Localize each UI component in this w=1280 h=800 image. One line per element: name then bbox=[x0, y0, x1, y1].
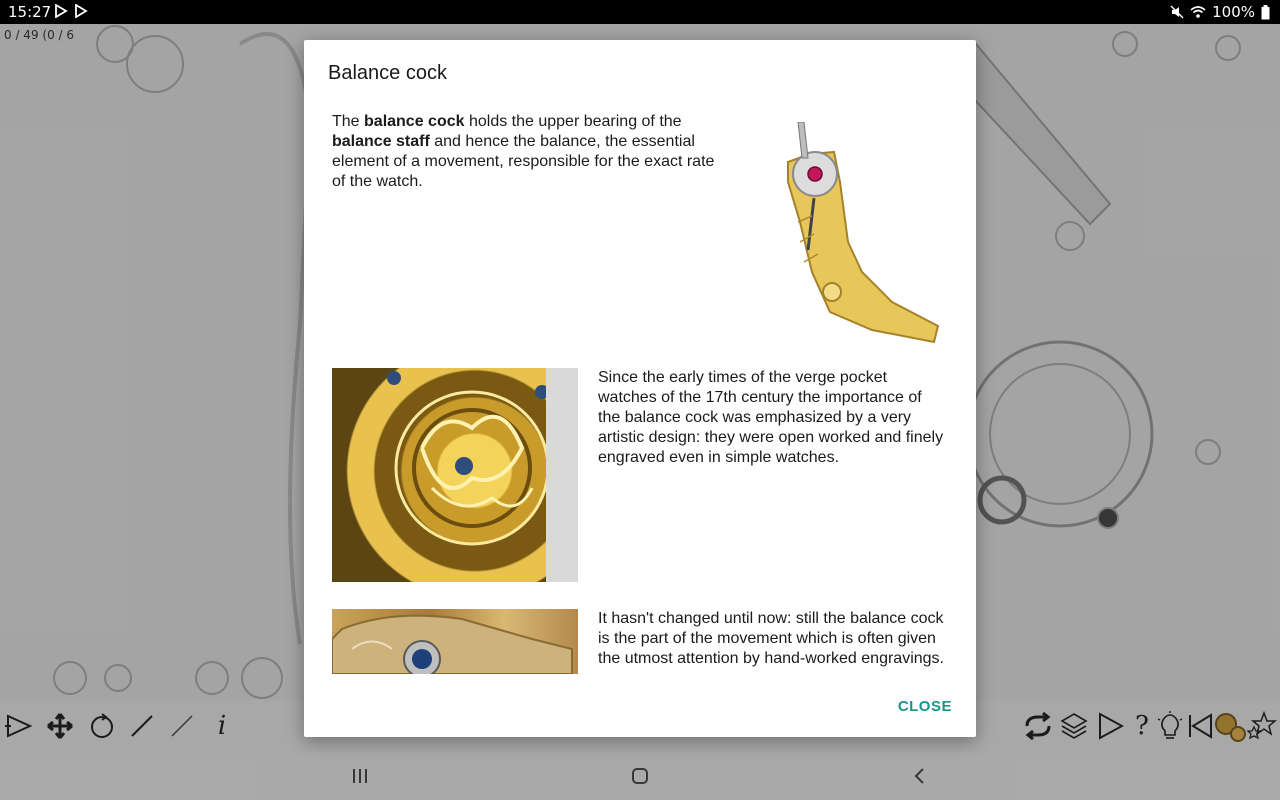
wifi-icon bbox=[1190, 5, 1206, 19]
play-store-icon bbox=[54, 4, 68, 18]
battery-icon bbox=[1261, 5, 1270, 20]
status-bar bbox=[0, 0, 1280, 24]
paragraph-history: Since the early times of the verge pocket watches of the 17th century the importance of the balance cock was emphasized by a very artistic design: they were open worked and finely engraved even in simple watches. bbox=[598, 369, 944, 466]
battery-text: 100% bbox=[1212, 3, 1255, 21]
info-dialog bbox=[304, 40, 976, 737]
balance-cock-image bbox=[752, 122, 942, 346]
play-store-icon-2 bbox=[74, 4, 88, 18]
close-button[interactable]: CLOSE bbox=[897, 698, 952, 715]
paragraph-intro: The balance cock holds the upper bearing of the balance staff and hence the balance, the essential element of a movement, responsible for the exact rate of the watch. bbox=[332, 113, 715, 190]
dialog-title: Balance cock bbox=[328, 62, 447, 84]
engraved-balance-cock-photo bbox=[332, 368, 578, 582]
info-icon[interactable]: i bbox=[217, 711, 227, 741]
dialog-content[interactable] bbox=[332, 112, 952, 674]
modern-balance-cock-photo bbox=[332, 609, 578, 674]
page-counter: 0 / 49 (0 / 6 bbox=[4, 28, 75, 42]
mute-icon bbox=[1170, 5, 1184, 19]
status-time: 15:27 bbox=[8, 3, 52, 21]
help-icon[interactable]: ? bbox=[1135, 711, 1149, 741]
paragraph-today: It hasn't changed until now: still the balance cock is the part of the movement which is often given the utmost attention by hand-worked engravings. bbox=[598, 610, 944, 667]
